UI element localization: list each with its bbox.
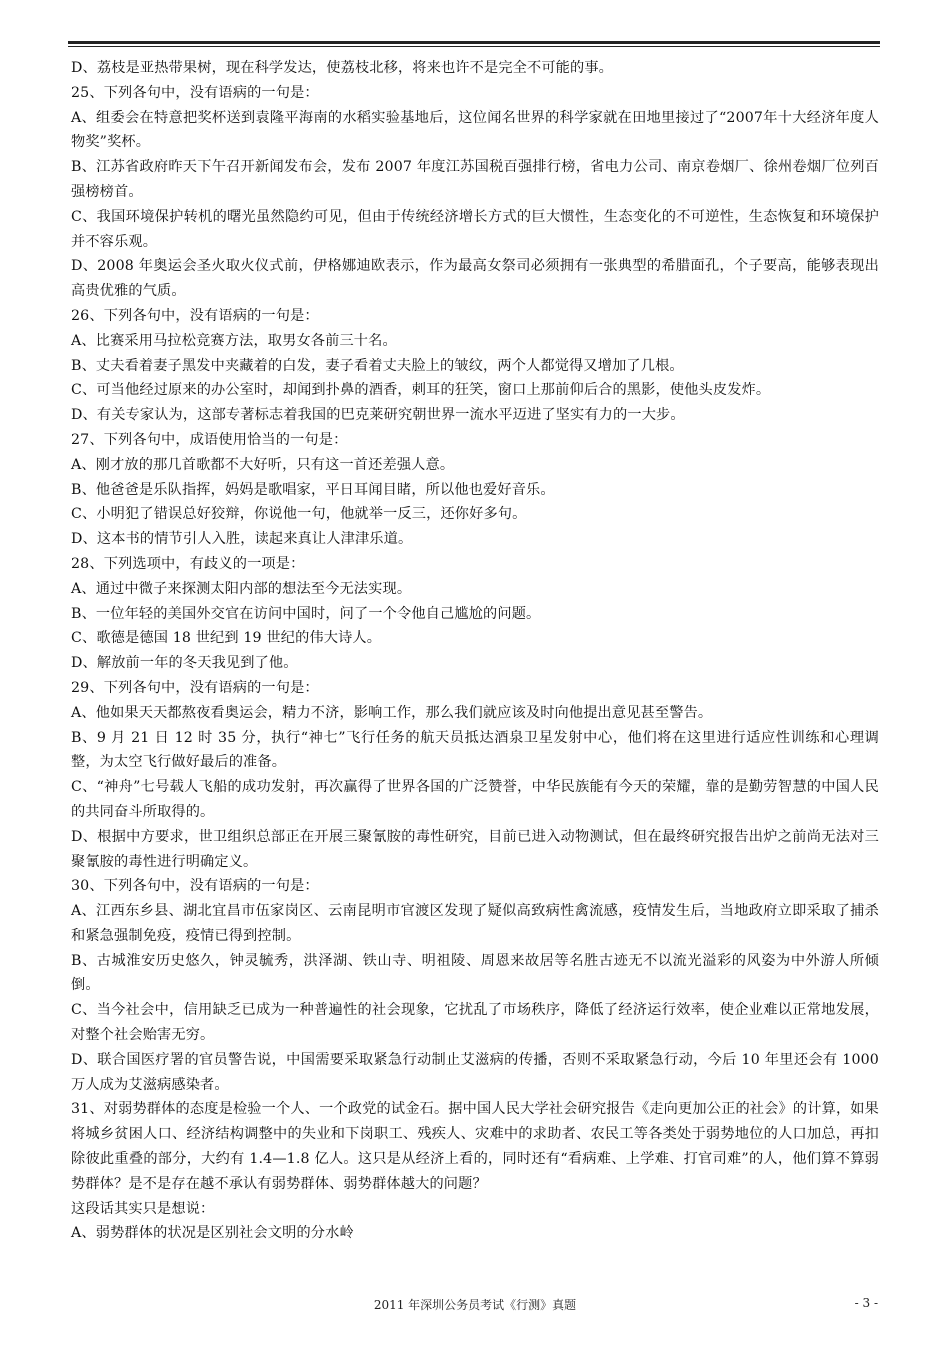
page-number: - 3 - [854,1296,878,1310]
option-text: A、组委会在特意把奖杯送到袁隆平海南的水稻实验基地后，这位闻名世界的科学家就在田地里接过了“2007年十大经济年度人物奖”奖杯。 [71,109,879,151]
option-text: A、弱势群体的状况是区别社会文明的分水岭 [71,1225,354,1242]
option-text: A、比赛采用马拉松竞赛方法，取男女各前三十名。 [71,332,397,349]
option-text: C、小明犯了错误总好狡辩，你说他一句，他就举一反三，还你好多句。 [71,506,527,523]
question-stem: 29、下列各句中，没有语病的一句是： [71,679,319,696]
option-text: A、刚才放的那几首歌都不大好听，只有这一首还差强人意。 [71,456,455,473]
option-text: B、他爸爸是乐队指挥，妈妈是歌唱家，平日耳闻目睹，所以他也爱好音乐。 [71,481,555,498]
option-text: C、歌德是德国 18 世纪到 19 世纪的伟大诗人。 [71,630,382,647]
option-text: C、“神舟”七号载人飞船的成功发射，再次赢得了世界各国的广泛赞誉，中华民族能有今天的荣耀，靠的是勤劳智慧的中国人民的共同奋斗所取得的。 [71,779,879,820]
header-rule-thin [68,46,880,47]
option-text: B、古城淮安历史悠久，钟灵毓秀，洪泽湖、铁山寺、明祖陵、周恩来故居等名胜古迹无不以流光溢彩的风姿为中外游人所倾倒。 [71,952,879,994]
option-text: A、江西东乡县、湖北宜昌市伍家岗区、云南昆明市官渡区发现了疑似高致病性禽流感，疫情发生后，当地政府立即采取了捕杀和紧急强制免疫，疫情已得到控制。 [71,903,879,944]
option-text: C、我国环境保护转机的曙光虽然隐约可见，但由于传统经济增长方式的巨大惯性，生态变化的不可逆性，生态恢复和环境保护并不容乐观。 [71,208,879,250]
option-text: D、荔枝是亚热带果树，现在科学发达，使荔枝北移，将来也许不是完全不可能的事。 [71,60,614,76]
footer-title: 2011 年深圳公务员考试《行测》真题 [373,1298,577,1312]
option-text: C、可当他经过原来的办公室时，却闻到扑鼻的酒香，刺耳的狂笑，窗口上那前仰后合的黑影，使他头皮发炸。 [71,382,771,399]
option-text: A、通过中微子来探测太阳内部的想法至今无法实现。 [71,580,412,597]
option-text: B、一位年轻的美国外交官在访问中国时，问了一个令他自己尴尬的问题。 [71,605,541,622]
option-text: B、丈夫看着妻子黑发中夹藏着的白发，妻子看着丈夫脸上的皱纹，两个人都觉得又增加了几根。 [71,357,684,374]
option-text: D、2008 年奥运会圣火取火仪式前，伊格娜迪欧表示，作为最高女祭司必须拥有一张典型的希腊面孔，个子要高，能够表现出高贵优雅的气质。 [71,258,879,300]
question-stem: 31、对弱势群体的态度是检验一个人、一个政党的试金石。据中国人民大学社会研究报告《走向更加公正的社会》的计算，如果将城乡贫困人口、经济结构调整中的失业和下岗职工、残疾人、灾难中的求助者、农民工等各类处于弱势地位的人口加总，再扣除彼此重叠的部分，大约有 1.4—1.8 亿人。这只是从经济上看的，同时还有“看病难、上学难、打官司难”的人，他们算不算弱势群体？是不是存在越不承认有弱势群体、弱势群体越大的问题？ [71,1101,879,1192]
option-text: D、这本书的情节引人入胜，读起来真让人津津乐道。 [71,531,413,548]
option-text: C、当今社会中，信用缺乏已成为一种普遍性的社会现象，它扰乱了市场秩序，降低了经济运行效率，使企业难以正常地发展，对整个社会贻害无穷。 [71,1002,879,1044]
question-stem: 26、下列各句中，没有语病的一句是： [71,307,319,324]
option-text: D、解放前一年的冬天我见到了他。 [71,655,298,672]
option-text: D、根据中方要求，世卫组织总部正在开展三聚氰胺的毒性研究，目前已进入动物测试，但在最终研究报告出炉之前尚无法对三聚氰胺的毒性进行明确定义。 [71,828,879,870]
question-prompt: 这段话其实只是想说： [71,1200,215,1217]
header-rule [68,41,880,44]
option-text: D、联合国医疗署的官员警告说，中国需要采取紧急行动制止艾滋病的传播，否则不采取紧急行动，今后 10 年里还会有 1000 万人成为艾滋病感染者。 [71,1051,879,1093]
option-text: B、江苏省政府昨天下午召开新闻发布会，发布 2007 年度江苏国税百强排行榜，省电力公司、南京卷烟厂、徐州卷烟厂位列百强榜榜首。 [71,159,879,200]
question-stem: 30、下列各句中，没有语病的一句是： [71,878,319,895]
option-text: D、有关专家认为，这部专著标志着我国的巴克莱研究朝世界一流水平迈进了坚实有力的一大步。 [71,407,685,424]
document-body [71,56,879,1246]
question-stem: 25、下列各句中，没有语病的一句是： [71,84,319,101]
option-text: B、9 月 21 日 12 时 35 分，执行“神七”飞行任务的航天员抵达酒泉卫星发射中心，他们将在这里进行适应性训练和心理调整，为太空飞行做好最后的准备。 [71,729,879,771]
question-stem: 27、下列各句中，成语使用恰当的一句是： [71,431,348,448]
question-stem: 28、下列选项中，有歧义的一项是： [71,555,305,572]
option-text: A、他如果天天都熬夜看奥运会，精力不济，影响工作，那么我们就应该及时向他提出意见甚至警告。 [71,704,713,721]
